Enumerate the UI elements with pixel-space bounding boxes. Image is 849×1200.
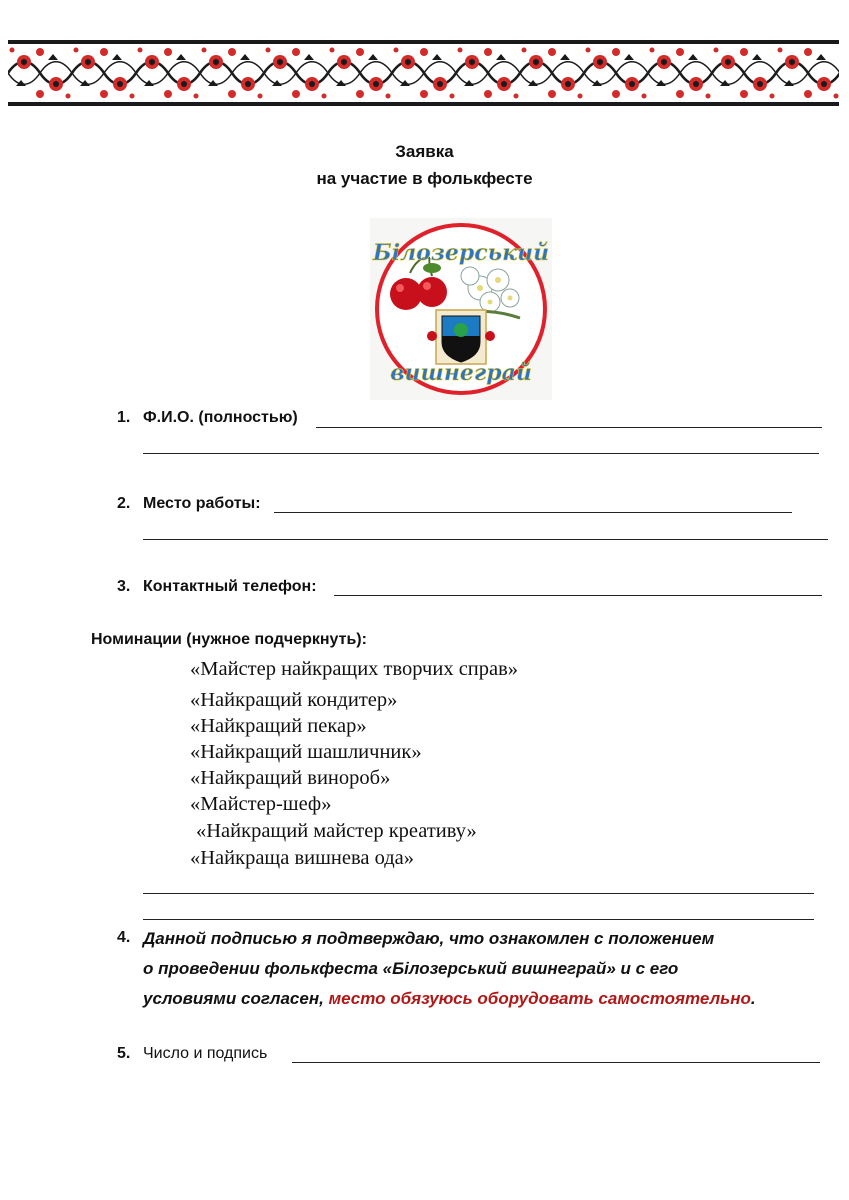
nomination-item[interactable]: «Майстер-шеф»: [190, 793, 332, 815]
statement-line-1: Данной подписью я подтверждаю, что ознакомлен с положением: [143, 929, 715, 948]
full-name-line-1[interactable]: [316, 427, 822, 428]
nomination-item[interactable]: «Найкраща вишнева ода»: [190, 847, 415, 869]
workplace-line-1[interactable]: [274, 512, 792, 513]
logo-title-top: Білозерський: [372, 240, 550, 266]
field-signature-label: 5. Число и подпись: [117, 1045, 268, 1062]
extra-line-2[interactable]: [143, 919, 814, 920]
field-phone-label: 3. Контактный телефон:: [117, 578, 317, 595]
signature-line[interactable]: [292, 1062, 820, 1063]
workplace-line-2[interactable]: [143, 539, 828, 540]
nomination-item[interactable]: «Найкращий винороб»: [190, 767, 391, 789]
nomination-item[interactable]: «Найкращий пекар»: [190, 715, 367, 737]
document-subtitle: на участие в фолькфесте: [316, 169, 533, 188]
statement-line-2: о проведении фолькфеста «Білозерський вишнеграй» и с его: [143, 959, 679, 978]
field-full-name-label: 1. Ф.И.О. (полностью): [117, 409, 298, 426]
nomination-item[interactable]: «Найкращий кондитер»: [190, 689, 398, 711]
full-name-line-2[interactable]: [143, 453, 819, 454]
nomination-item[interactable]: «Найкращий майстер креативу»: [196, 820, 477, 842]
nomination-item[interactable]: «Майстер найкращих творчих справ»: [190, 658, 519, 680]
extra-line-1[interactable]: [143, 893, 814, 894]
nomination-item[interactable]: «Найкращий шашличник»: [190, 741, 422, 763]
embroidery-banner: [8, 40, 839, 106]
nominations-heading: Номинации (нужное подчеркнуть):: [91, 631, 367, 648]
statement-red-text: место обязуюсь оборудовать самостоятельно: [328, 989, 751, 1008]
festival-logo: [370, 218, 552, 400]
document-title: Заявка: [395, 142, 454, 161]
phone-line[interactable]: [334, 595, 822, 596]
field-workplace-label: 2. Место работы:: [117, 495, 261, 512]
logo-title-bottom: вишнеграй: [390, 360, 532, 386]
statement-line-3: условиями согласен, место обязуюсь оборудовать самостоятельно.: [143, 989, 756, 1008]
statement-number: 4.: [117, 929, 131, 946]
